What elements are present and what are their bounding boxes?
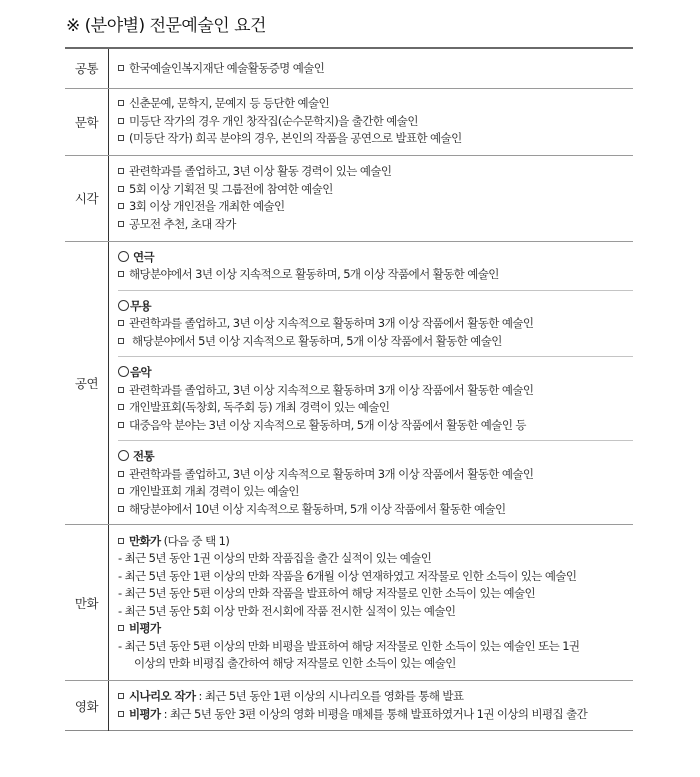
subsection-heading: 전통 <box>118 448 633 466</box>
list-item: 5회 이상 기획전 및 그룹전에 참여한 예술인 <box>118 181 633 199</box>
list-item: 해당분야에서 5년 이상 지속적으로 활동하며, 5개 이상 작품에서 활동한 예술인 <box>118 333 633 351</box>
list-item: 공모전 추천, 초대 작가 <box>118 216 633 234</box>
list-item: 비평가 : 최근 5년 동안 3편 이상의 영화 비평을 매체를 통해 발표하였거나 1권 이상의 비평집 출간 <box>118 706 633 724</box>
square-bullet-icon <box>118 711 124 717</box>
list-item: 미등단 작가의 경우 개인 창작집(순수문학지)을 출간한 예술인 <box>118 113 633 131</box>
category-label: 공통 <box>65 48 109 88</box>
category-label: 시각 <box>65 155 109 241</box>
list-item: 개인발표회(독창회, 독주회 등) 개최 경력이 있는 예술인 <box>118 399 633 417</box>
list-item: 해당분야에서 3년 이상 지속적으로 활동하며, 5개 이상 작품에서 활동한 예술인 <box>118 266 633 284</box>
category-label: 문학 <box>65 88 109 155</box>
table-row-literature <box>65 88 633 155</box>
list-item: 관련학과를 졸업하고, 3년 이상 지속적으로 활동하며 3개 이상 작품에서 활동한 예술인 <box>118 466 633 484</box>
square-bullet-icon <box>118 118 124 124</box>
list-item: 관련학과를 졸업하고, 3년 이상 활동 경력이 있는 예술인 <box>118 163 633 181</box>
square-bullet-icon <box>118 271 124 277</box>
category-label: 만화 <box>65 525 109 681</box>
square-bullet-icon <box>118 538 124 544</box>
list-item: 시나리오 작가 : 최근 5년 동안 1편 이상의 시나리오를 영화를 통해 발표 <box>118 688 633 706</box>
subsection-heading: 무용 <box>118 298 633 316</box>
square-bullet-icon <box>118 65 124 71</box>
list-item: 한국예술인복지재단 예술활동증명 예술인 <box>118 60 633 78</box>
subsection-heading: 연극 <box>118 249 633 267</box>
table-row-performance <box>65 241 633 525</box>
category-label: 영화 <box>65 681 109 731</box>
list-item: (미등단 작가) 희곡 분야의 경우, 본인의 작품을 공연으로 발표한 예술인 <box>118 130 633 148</box>
list-item: 개인발표회 개최 경력이 있는 예술인 <box>118 483 633 501</box>
list-item: 해당분야에서 10년 이상 지속적으로 활동하며, 5개 이상 작품에서 활동한 예술인 <box>118 501 633 519</box>
list-item: - 최근 5년 동안 5편 이상의 만화 작품을 발표하여 해당 저작물로 인한 소득이 있는 예술인 <box>118 586 536 600</box>
list-item: - 최근 5년 동안 1권 이상의 만화 작품집을 출간 실적이 있는 예술인 <box>118 551 432 565</box>
square-bullet-icon <box>118 168 124 174</box>
square-bullet-icon <box>118 221 124 227</box>
subsection-theater <box>118 242 633 291</box>
list-item: - 최근 5년 동안 1편 이상의 만화 작품을 6개월 이상 연재하였고 저작물로 인한 소득이 있는 예술인 <box>118 568 577 583</box>
subsection-traditional <box>118 441 633 524</box>
subsection-heading: 음악 <box>118 364 633 382</box>
square-bullet-icon <box>118 100 124 106</box>
subsection-dance <box>118 291 633 358</box>
square-bullet-icon <box>118 404 124 410</box>
circle-bullet-icon <box>118 251 129 262</box>
square-bullet-icon <box>118 488 124 494</box>
list-item: 관련학과를 졸업하고, 3년 이상 지속적으로 활동하며 3개 이상 작품에서 활동한 예술인 <box>118 315 633 333</box>
category-label: 공연 <box>65 241 109 525</box>
square-bullet-icon <box>118 387 124 393</box>
square-bullet-icon <box>118 186 124 192</box>
square-bullet-icon <box>118 506 124 512</box>
group-heading: 만화가 (다음 중 택 1) <box>118 533 633 551</box>
table-row-film <box>65 681 633 731</box>
group-heading: 비평가 <box>118 620 633 638</box>
list-item: 3회 이상 개인전을 개최한 예술인 <box>118 198 633 216</box>
list-item: 대중음악 분야는 3년 이상 지속적으로 활동하며, 5개 이상 작품에서 활동한 예술인 등 <box>118 417 633 435</box>
square-bullet-icon <box>118 471 124 477</box>
page-title: ※ (분야별) 전문예술인 요건 <box>66 16 266 36</box>
square-bullet-icon <box>118 422 124 428</box>
list-item: - 최근 5년 동안 5회 이상 만화 전시회에 작품 전시한 실적이 있는 예술인 <box>118 603 456 618</box>
table-row-comics <box>65 525 633 681</box>
list-item: 신춘문예, 문학지, 문예지 등 등단한 예술인 <box>118 95 633 113</box>
square-bullet-icon <box>118 625 124 631</box>
list-item: 관련학과를 졸업하고, 3년 이상 지속적으로 활동하며 3개 이상 작품에서 활동한 예술인 <box>118 382 633 400</box>
subsection-music <box>118 357 633 441</box>
square-bullet-icon <box>118 203 124 209</box>
list-item-continuation: 이상의 만화 비평집 출간하여 해당 저작물로 인한 소득이 있는 예술인 <box>134 656 456 670</box>
square-bullet-icon <box>118 135 124 141</box>
circle-bullet-icon <box>118 450 129 461</box>
square-bullet-icon <box>118 693 124 699</box>
circle-bullet-icon <box>118 300 129 311</box>
requirements-table <box>65 47 633 731</box>
table-row-common <box>65 48 633 88</box>
square-bullet-icon <box>118 320 124 326</box>
circle-bullet-icon <box>118 366 129 377</box>
square-bullet-icon <box>118 338 124 344</box>
table-row-visual <box>65 155 633 241</box>
list-item: - 최근 5년 동안 5편 이상의 만화 비평을 발표하여 해당 저작물로 인한 소득이 있는 예술인 또는 1권 <box>118 638 580 653</box>
